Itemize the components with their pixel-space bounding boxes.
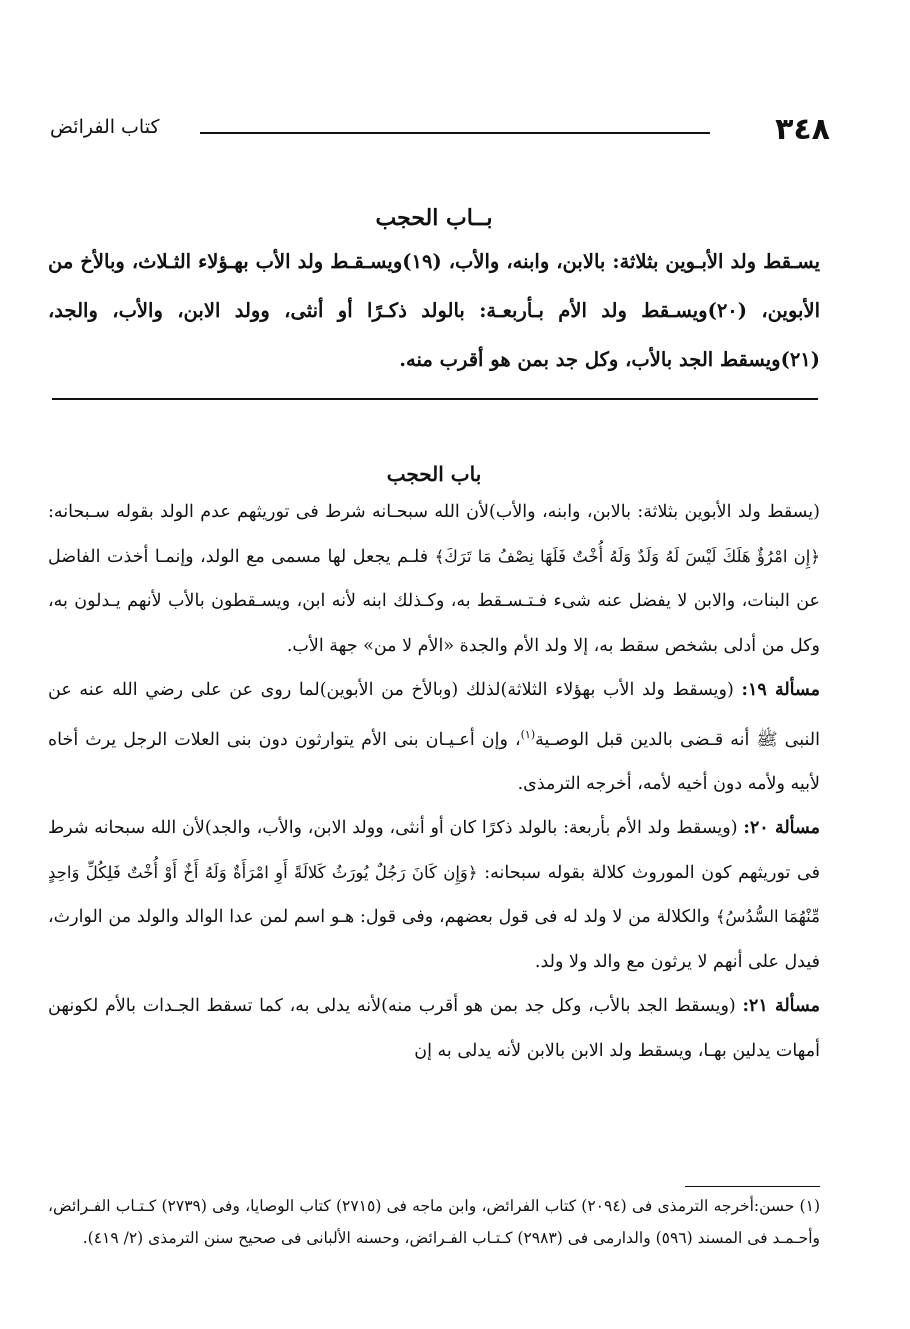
masala-20 (48, 806, 820, 984)
sharh-section (48, 462, 820, 1073)
masala-21 (48, 984, 820, 1073)
section-divider (52, 398, 818, 400)
matn-text: يسـقط ولد الأبـوين بثلاثة: بالابن، وابنه، والأب، (١٩)ويسـقـط ولد الأب بهـؤلاء الثـلاث، وبالأخ من الأبوين، (٢٠)ويسـقط ولد الأم بـأربعـة: بالولد ذكـرًا أو أنثى، وولد الابن، والأب، والجد، (٢١)ويسقط الجد بالأب، وكل جد بمن هو أقرب منه. (48, 250, 821, 371)
quran-verse: ﴿إِن امْرُؤٌ هَلَكَ لَيْسَ لَهُ وَلَدٌ وَلَهُ أُخْتٌ فَلَهَا نِصْفُ مَا تَرَكَ﴾ (434, 546, 820, 566)
page-number: ٣٤٨ (775, 112, 830, 147)
running-title: كتاب الفرائض (50, 116, 160, 138)
matn-section (48, 205, 820, 384)
footnote-marker: (١) (520, 727, 536, 741)
page-header (50, 112, 830, 148)
masala-label: مسألة ٢١: (742, 996, 820, 1017)
masala-text: (ويسقط ولد الأب بهؤلاء الثلاثة)لذلك (وبالأخ من الأبوين)لما روى عن على رضي الله عنه عن النبى ﷺ أنه قـضى بالدين قبل الوصـية (48, 680, 820, 750)
masala-19 (48, 668, 820, 806)
masala-text: (ويسقط ولد الأم بأربعة: بالولد ذكرًا كان أو أنثى، وولد الابن، والأب، والجد)لأن الله سبحانه شرط فى توريثهم كون الموروث كلالة بقوله سبحانه: (48, 818, 820, 883)
sharh-paragraph-intro (48, 490, 820, 668)
sharh-heading: باب الحجب (386, 462, 482, 486)
footnote-1: (١) حسن:أخرجه الترمذى فى (٢٠٩٤) كتاب الفرائض، وابن ماجه فى (٢٧١٥) كتاب الوصايا، وفى (٢٧٣٩) كـتـاب الفـرائض، وأحـمـد فى المسند (٥٩٦) والدارمى فى (٢٩٨٣) كـتـاب الفـرائض، وحسنه الألبانى فى صحيح سنن الترمذى (٢/ ٤١٩). (48, 1197, 820, 1247)
masala-label: مسألة ٢٠: (743, 818, 820, 839)
masala-text-continued: ، وإن أعـيـان بنى الأم يتوارثون دون بنى العلات الرجل يرث أخاه لأبيه ولأمه دون أخيه لأمه، أخرجه الترمذى. (48, 729, 820, 794)
quran-verse: ﴿وَإِن كَانَ رَجُلٌ يُورَثُ كَلالَةً أَوِ امْرَأَةٌ وَلَهُ أَخٌ أَوْ أُخْتٌ فَلِكُلِّ وَاحِدٍ مِّنْهُمَا السُّدُسُ﴾ (48, 862, 820, 927)
footnotes (48, 1190, 820, 1254)
intro-text: (يسقط ولد الأبوين بثلاثة: بالابن، وابنه، والأب)لأن الله سبحـانه شرط فى توريثهم عدم الولد بقوله سـبحانه: (48, 502, 820, 522)
masala-text-continued: والكلالة من لا ولد له فى قول بعضهم، وفى قول: هـو اسم لمن عدا الوالد والولد من الوارث، فيدل على أنهم لا يرثون مع والد ولا ولد. (48, 907, 820, 972)
header-rule (200, 132, 710, 134)
footnote-rule (685, 1186, 820, 1187)
masala-label: مسألة ١٩: (741, 680, 821, 700)
masala-text: (ويسقط الجد بالأب، وكل جد بمن هو أقرب منه)لأنه يدلى به، كما تسقط الجـدات بالأم لكونهن أمهات يدلين بهـا، ويسقط ولد الابن بالابن لأنه يدلى به إن (48, 996, 820, 1061)
intro-text-continued: فلـم يجعل لها مسمى مع الولد، وإنمـا أخذت الفاضل عن البنات، والابن لا يفضل عنه شىء فـتـسـقط به، وكـذلك ابنه لأنه ابن، ويسـقطون بالأب لأنهم يـدلون به، وكل من أدلى بشخص سقط به، إلا ولد الأم والجدة «الأم لا من» جهة الأب. (48, 546, 820, 656)
matn-heading: بــاب الحجب (375, 205, 493, 231)
